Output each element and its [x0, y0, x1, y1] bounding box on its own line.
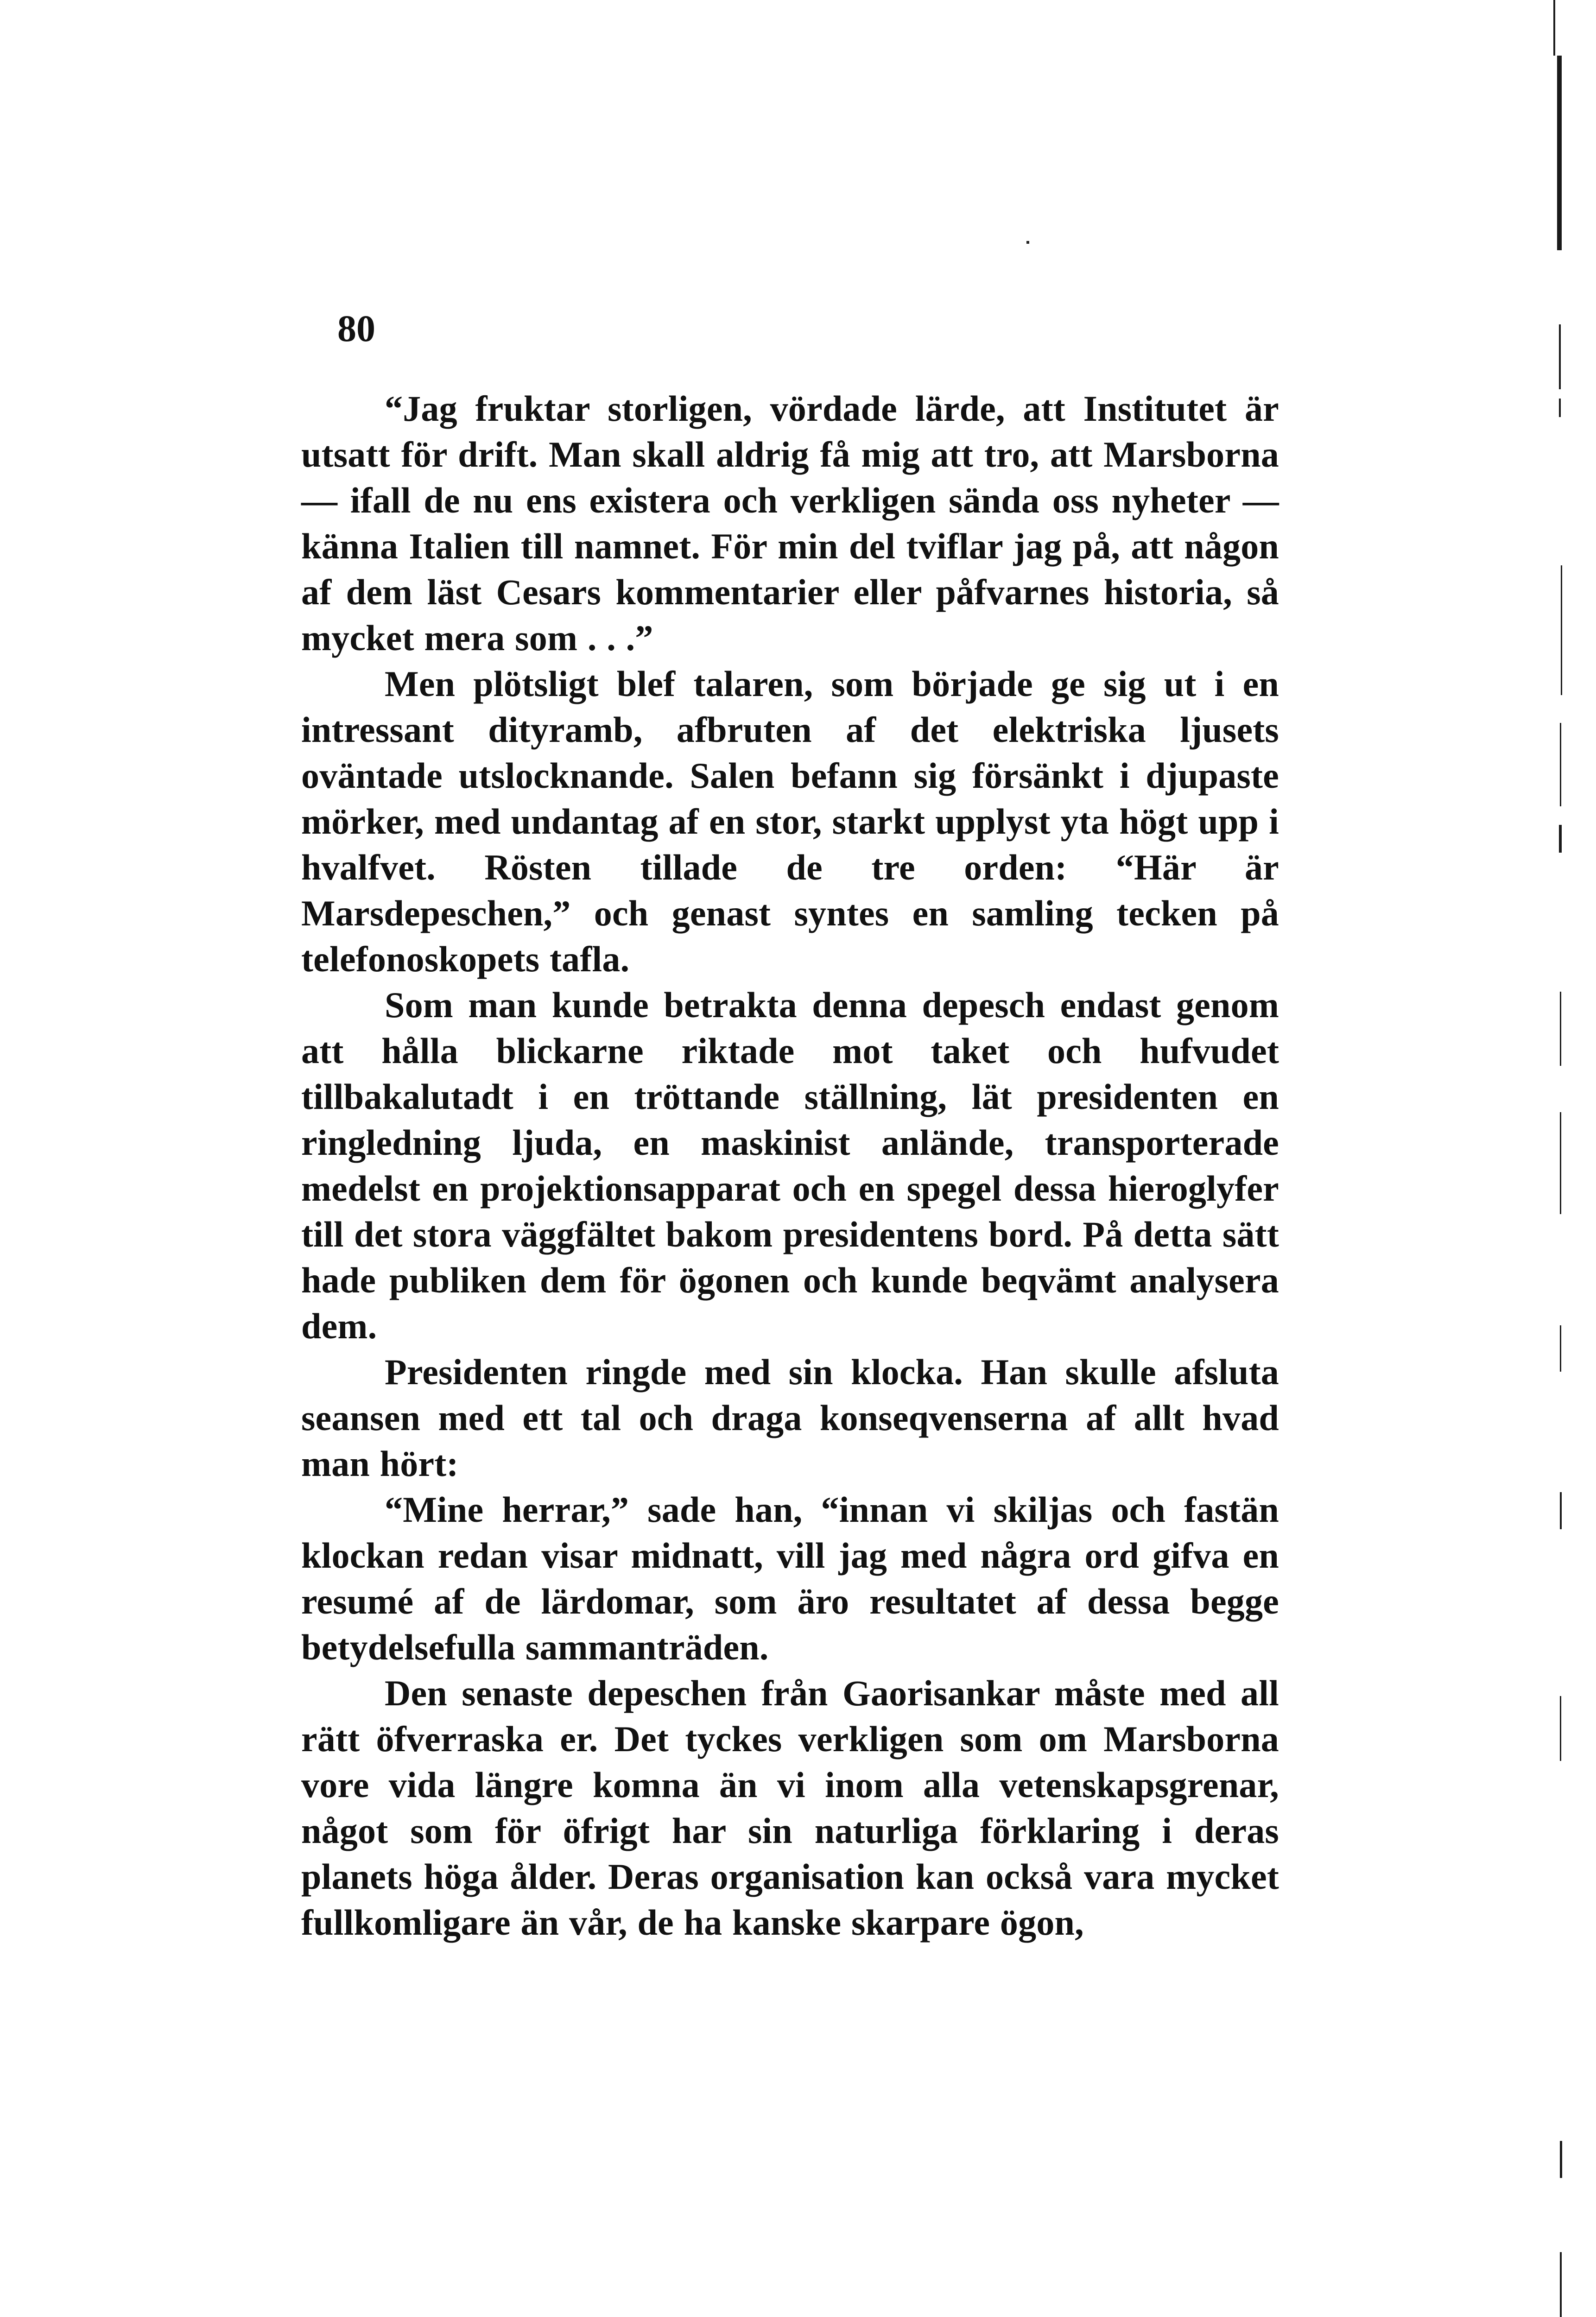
paragraph: Presidenten ringde med sin klocka. Han skulle afsluta seansen med ett tal och draga konseqvenserna af allt hvad man hört:: [301, 1352, 1279, 1484]
paragraph: Men plötsligt blef talaren, som började ge sig ut i en intressant dityramb, afbruten af det elektriska ljusets oväntade utslocknande. Salen befann sig försänkt i djupaste mörker, med undantag af en stor, starkt upplyst yta högt upp i hvalfvet. Rösten tillade de tre orden: “Här är Marsdepeschen,” och genast syntes en samling tecken på telefonoskopets tafla.: [301, 664, 1279, 979]
paragraph: Den senaste depeschen från Gaorisankar måste med all rätt öfverraska er. Det tyckes verkligen som om Marsborna vore vida längre komna än vi inom alla vetenskapsgrenar, något som för öfrigt har sin naturliga förklaring i deras planets höga ålder. Deras organisation kan också vara mycket fullkomligare än vår, de ha kanske skarpare ögon,: [301, 1673, 1279, 1943]
paragraph: “Jag fruktar storligen, vördade lärde, att Institutet är utsatt för drift. Man skall aldrig få mig att tro, att Marsborna — ifall de nu ens existera och verkligen sända oss nyheter — känna Italien till namnet. För min del tviflar jag på, att någon af dem läst Cesars kommentarier eller påfvarnes historia, så mycket mera som . . .”: [301, 388, 1279, 658]
body-text: [301, 386, 1279, 1945]
page-number: 80: [337, 307, 375, 349]
scanned-page-edge: [1543, 0, 1580, 2317]
paragraph: Som man kunde betrakta denna depesch endast genom att hålla blickarne riktade mot taket och hufvudet tillbakalutadt i en tröttande ställning, lät presidenten en ringledning ljuda, en maskinist anlände, transporterade medelst en projektionsapparat och en spegel dessa hieroglyfer till det stora väggfältet bakom presidentens bord. På detta sätt hade publiken dem för ögonen och kunde beqvämt analysera dem.: [301, 985, 1279, 1346]
paragraph: “Mine herrar,” sade han, “innan vi skiljas och fastän klockan redan visar midnatt, vill jag med några ord gifva en resumé af de lärdomar, som äro resultatet af dessa begge betydelsefulla sammanträden.: [301, 1489, 1279, 1667]
scan-speck: [1026, 241, 1029, 244]
